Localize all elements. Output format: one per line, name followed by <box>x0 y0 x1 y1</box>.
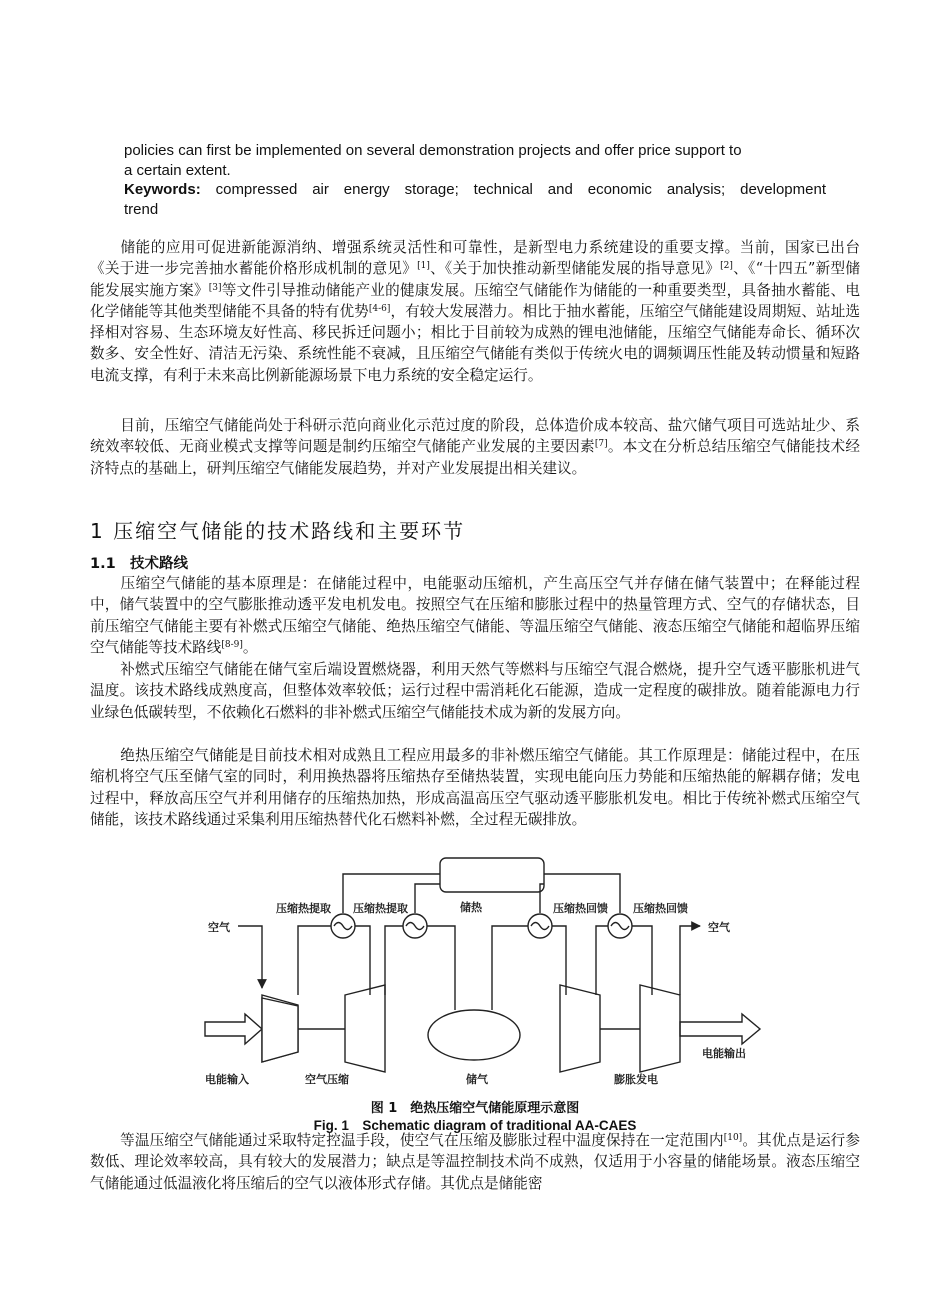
citation-ref: [2] <box>720 261 733 272</box>
label-heat-return-2: 压缩热回馈 <box>633 902 688 915</box>
compressor-2 <box>345 985 385 1072</box>
heat-storage-tank <box>440 858 544 892</box>
figure-caption-en: Fig. 1 Schematic diagram of traditional AA-CAES <box>313 1118 637 1133</box>
citation-ref: [10] <box>723 1133 743 1143</box>
air-outlet-line <box>680 926 700 995</box>
text-run: ，有较大发展潜力。相比于抽水蓄能，压缩空气储能建设周期短、站址选择相对容易、生态环境友好性高、移民拆迁问题小；相比于目前较为成熟的锂电池储能，压缩空气储能寿命长、循环次数多、安全性好、清洁无污染、系统性能不衰减，且压缩空气储能有类似于传统火电的调频调压性能及转动惯量和短路电流支撑，有利于未来高比例新能源场景下电力系统的安全稳定运行。 <box>90 302 860 384</box>
expander-1 <box>560 985 600 1072</box>
label-power-in: 电能输入 <box>205 1073 249 1086</box>
air-inlet-line <box>238 926 262 988</box>
abstract-line-2: a certain extent. <box>124 161 231 179</box>
power-input-arrow <box>205 1014 262 1044</box>
figure-caption-cn: 图 1 绝热压缩空气储能原理示意图 <box>370 1101 580 1116</box>
text-run: 。 <box>242 638 258 656</box>
label-heat-extract-1: 压缩热提取 <box>276 902 331 915</box>
text-run: 补燃式压缩空气储能在储气室后端设置燃烧器，利用天然气等燃料与压缩空气混合燃烧，提升空气透平膨胀机进气温度。该技术路线成熟度高，但整体效率较低；运行过程中需消耗化石能源，造成一定程度的碳排放。随着能源电力行业绿色低碳转型，不依赖化石燃料的非补燃式压缩空气储能技术成为新的发展方向。 <box>90 661 860 721</box>
intro-paragraph-2 <box>90 415 860 479</box>
hx3-out-line <box>552 926 566 995</box>
citation-ref: [4-6] <box>368 303 391 314</box>
label-heat-extract-2: 压缩热提取 <box>353 902 408 915</box>
label-air-in: 空气 <box>208 921 230 934</box>
label-power-out: 电能输出 <box>702 1047 746 1060</box>
text-run: 目前，压缩空气储能尚处于科研示范向商业化示范过度的阶段，总体造价成本较高、盐穴储气项目可选站址少、系统效率较低、无商业模式支撑等问题是制约压缩空气储能产业发展的主要因素 <box>90 417 860 456</box>
text-run: 、《“十四五”新型储能发展实施方案》 <box>90 260 860 299</box>
label-heat-return-1: 压缩热回馈 <box>553 902 608 915</box>
text-run: 等文件引导推动储能产业的健康发展。压缩空气储能作为储能的一种重要类型，具备抽水蓄能、电化学储能等其他类型储能不具备的特有优势 <box>90 281 860 320</box>
storage-out-line <box>492 926 528 1010</box>
hx4-out-line <box>632 926 652 995</box>
power-output-arrow <box>680 1014 760 1044</box>
label-air-out: 空气 <box>708 921 730 934</box>
keywords-text: compressed air energy storage; technical and economic analysis; development <box>200 181 826 198</box>
text-run: 。本文在分析总结压缩空气储能技术经济特点的基础上，研判压缩空气储能发展趋势，并对产业发展提出相关建议。 <box>90 438 860 477</box>
heat-line-2 <box>415 884 440 913</box>
subsection-title: 技术路线 <box>130 556 188 572</box>
keywords-label: Keywords: <box>124 181 201 198</box>
text-run: 、《关于加快推动新型储能发展的指导意见》 <box>429 260 721 278</box>
hx1-out-line <box>355 926 370 995</box>
text-run: 。其优点是运行参数低、理论效率较高，具有较大的发展潜力；缺点是等温控制技术尚不成熟，仅适用于小容量的储能场景。液态压缩空气储能通过低温液化将压缩后的空气以液体形式存储。其优点是储能密 <box>90 1132 860 1192</box>
comp2-out-line <box>385 926 403 995</box>
text-run: 绝热压缩空气储能是目前技术相对成熟且工程应用最多的非补燃压缩空气储能。其工作原理是：储能过程中，在压缩机将空气压至储气室的同时，利用换热器将压缩热存至储热装置，实现电能向压力势能和压缩热能的解耦存储；发电过程中，释放高压空气并利用储存的压缩热加热，形成高温高压空气驱动透平膨胀机发电。相比于传统补燃式压缩空气储能，该技术路线通过采集利用压缩热替代化石燃料补燃，全过程无碳排放。 <box>90 747 860 828</box>
subsection-number: 1.1 <box>90 556 116 572</box>
intro-paragraph-1 <box>90 237 860 386</box>
aa-caes-schematic <box>195 855 770 1095</box>
citation-ref: [8-9] <box>221 639 243 650</box>
section-paragraph-2 <box>90 659 860 723</box>
expander-2 <box>640 985 680 1072</box>
keywords-text-cont: trend <box>124 200 159 218</box>
label-heat-storage: 储热 <box>460 901 482 914</box>
label-air-compress: 空气压缩 <box>305 1073 349 1086</box>
section-paragraph-3 <box>90 745 860 830</box>
comp1-out-line <box>298 926 331 995</box>
subsection-heading <box>90 552 188 573</box>
exp1-out-line <box>596 926 608 995</box>
hx2-out-line <box>427 926 455 1010</box>
citation-ref: [7] <box>594 439 608 450</box>
compressor-1-shape <box>262 998 298 1062</box>
abstract-line-1: policies can first be implemented on several demonstration projects and offer price support to <box>124 142 742 159</box>
section-paragraph-1 <box>90 573 860 658</box>
text-run: 等温压缩空气储能通过采取特定控温手段，使空气在压缩及膨胀过程中温度保持在一定范围内 <box>120 1132 724 1149</box>
citation-ref: [1] <box>417 261 430 272</box>
text-run: 压缩空气储能的基本原理是：在储能过程中，电能驱动压缩机，产生高压空气并存储在储气装置中；在释能过程中，储气装置中的空气膨胀推动透平发电机发电。按照空气在压缩和膨胀过程中的热量管理方式、空气的存储状态，目前压缩空气储能主要有补燃式压缩空气储能、绝热压缩空气储能、等温压缩空气储能、液态压缩空气储能和超临界压缩空气储能等技术路线 <box>90 575 860 656</box>
keywords-line <box>124 180 826 200</box>
label-expansion-gen: 膨胀发电 <box>614 1073 658 1086</box>
section-heading: 1 压缩空气储能的技术路线和主要环节 <box>90 519 466 543</box>
label-air-storage: 储气 <box>466 1073 488 1086</box>
abstract-block <box>124 141 826 219</box>
air-storage-cavern <box>428 1010 520 1060</box>
citation-ref: [3] <box>208 282 222 293</box>
post-figure-paragraph <box>90 1130 860 1194</box>
text-run: 储能的应用可促进新能源消纳、增强系统灵活性和可靠性，是新型电力系统建设的重要支撑。当前，国家已出台《关于进一步完善抽水蓄能价格形成机制的意见》 <box>90 239 860 278</box>
